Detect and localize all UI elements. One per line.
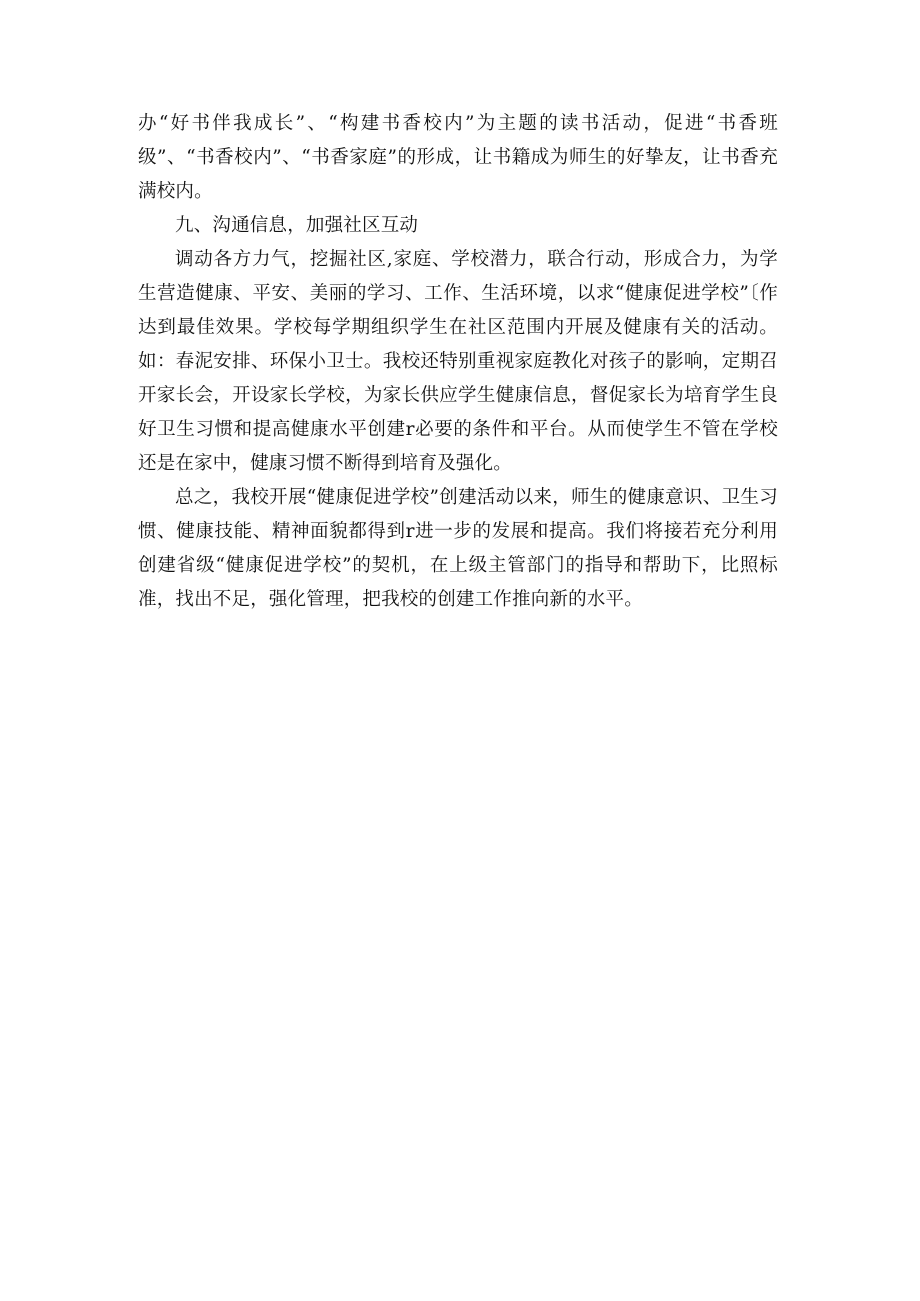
document-body (138, 107, 778, 617)
section-heading-community: 九、沟通信息，加强社区互动 (175, 215, 419, 236)
paragraph-reading-activities: 办“好书伴我成长”、“构建书香校内”为主题的读书活动，促进“书香班级”、“书香校内”、“书香家庭”的形成，让书籍成为师生的好挚友，让书香充满校内。 (138, 113, 778, 202)
paragraph-summary: 总之，我校开展“健康促进学校”创建活动以来，师生的健康意识、卫生习惯、健康技能、精神面貌都得到r进一步的发展和提高。我们将接若充分利用创建省级“健康促进学校”的契机，在上级主管部门的指导和帮助下，比照标准，找出不足，强化管理，把我校的创建工作推向新的水平。 (138, 487, 778, 610)
paragraph-community-interaction: 调动各方力气，挖掘社区,家庭、学校潜力，联合行动，形成合力，为学生营造健康、平安、美丽的学习、工作、生活环境，以求“健康促进学校”〔作达到最佳效果。学校每学期组织学生在社区范围内开展及健康有关的活动。如：春泥安排、环保小卫士。我校还特别重视家庭教化对孩子的影响，定期召开家长会，开设家长学校，为家长供应学生健康信息，督促家长为培育学生良好卫生习惯和提高健康水平创建r必要的条件和平台。从而使学生不管在学校还是在家中，健康习惯不断得到培育及强化。 (138, 249, 778, 474)
